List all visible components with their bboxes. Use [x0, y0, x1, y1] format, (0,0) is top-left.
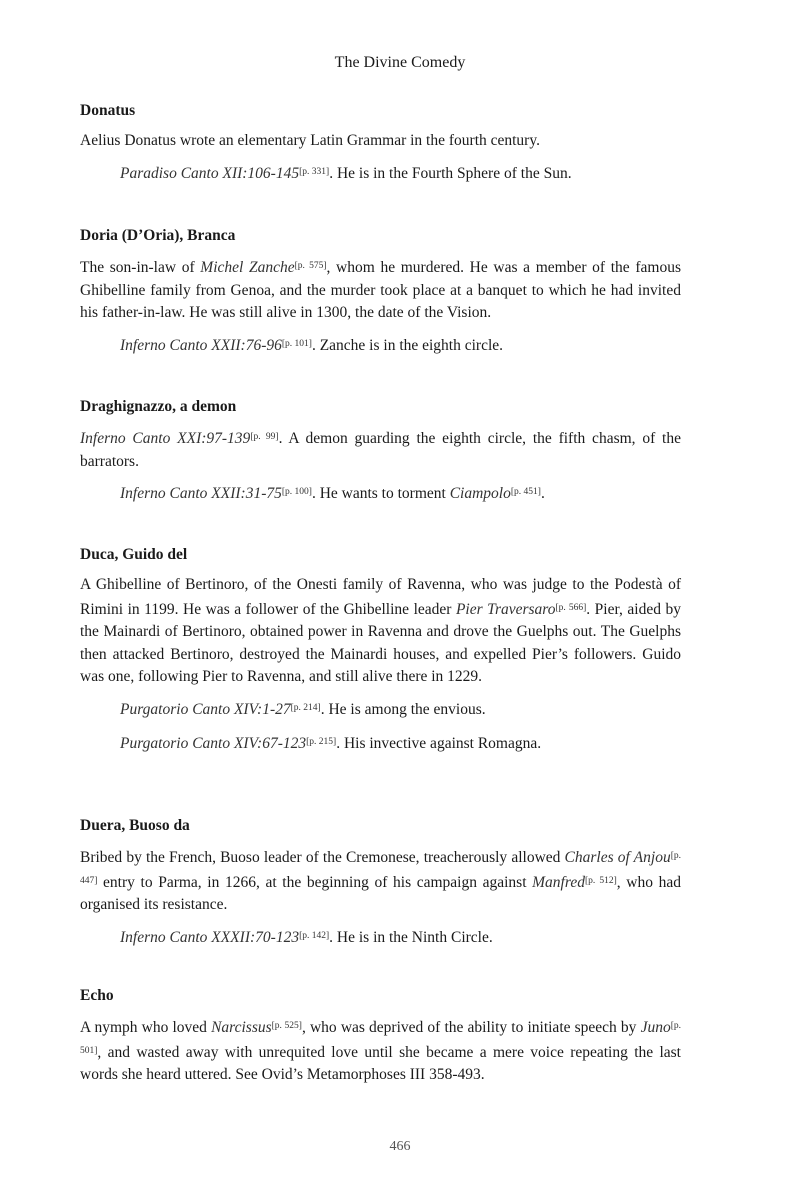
running-head: The Divine Comedy	[334, 54, 466, 71]
entry-echo	[80, 985, 681, 1087]
canto-reference	[120, 161, 681, 186]
canto-link[interactable]: Purgatorio Canto XIV:1-27	[120, 700, 291, 718]
page-ref[interactable]: [p. 215]	[306, 737, 337, 747]
desc-text: , and wasted away with unrequited love until she became a mere voice repeating the last words she heard uttered. See Ovid’s Metamorphoses III 358-493.	[80, 1043, 681, 1083]
page-ref[interactable]: [p. 566]	[555, 602, 587, 613]
page-ref[interactable]: [p. 525]	[271, 1021, 302, 1031]
ref-text: . His invective against Romagna.	[336, 735, 542, 752]
page-ref[interactable]: [p. 512]	[584, 875, 617, 886]
ref-text: . He is in the Fourth Sphere of the Sun.	[329, 164, 572, 182]
desc-text: . Pier, aided by the Mainardi of Bertinoro, obtained power in Ravenna and drove the Guelphs out. The Guelphs then attacked Bertinoro, destroyed the Mainardi houses, and expelled Pier’s followers. Guido was one, following Pier to Ravenna, and still alive there in 1229.	[80, 600, 682, 685]
person-link[interactable]: Michel Zanche	[200, 259, 295, 276]
ref-text: . Zanche is in the eighth circle.	[311, 336, 504, 354]
entry-heading: Echo	[80, 987, 114, 1004]
desc-text: Aelius Donatus wrote an elementary Latin Grammar in the fourth century.	[80, 132, 540, 149]
page-ref[interactable]: [p. 447]	[80, 851, 681, 886]
ref-text: . He is in the Ninth Circle.	[329, 928, 493, 946]
canto-link[interactable]: Inferno Canto XXII:76-96	[120, 336, 282, 354]
ref-text: . He wants to torment	[311, 485, 450, 502]
canto-reference	[120, 481, 681, 506]
page-ref[interactable]: [p. 331]	[299, 166, 330, 177]
entry-description	[80, 574, 681, 689]
entry-description	[80, 426, 681, 473]
entry-doria	[80, 225, 681, 357]
page-ref[interactable]: [p. 214]	[290, 702, 321, 713]
canto-link[interactable]: Inferno Canto XXI:97-139	[80, 430, 251, 447]
entry-description	[80, 255, 681, 325]
desc-text: . A demon guarding the eighth circle, the fifth chasm, of the barrators.	[80, 430, 681, 470]
desc-text: A Ghibelline of Bertinoro, of the Onesti family of Ravenna, who was judge to the Podestà of Rimini in 1199. He was a follower of the Ghibelline leader	[80, 576, 681, 618]
entry-description	[80, 845, 681, 917]
canto-link[interactable]: Paradiso Canto XII:106-145	[120, 164, 300, 182]
canto-link[interactable]: Inferno Canto XXII:31-75	[120, 485, 282, 502]
page-ref[interactable]: [p. 100]	[281, 487, 312, 497]
person-link[interactable]: Charles of Anjou	[564, 849, 671, 866]
entry-heading: Donatus	[80, 102, 136, 119]
entry-duera	[80, 815, 681, 949]
person-link[interactable]: Narcissus	[211, 1019, 272, 1036]
desc-text: A nymph who loved	[80, 1019, 212, 1036]
desc-text: The son-in-law of	[80, 259, 201, 276]
desc-text: , who was deprived of the ability to initiate speech by	[301, 1019, 641, 1036]
ref-text: .	[540, 485, 545, 502]
entry-heading: Duera, Buoso da	[80, 817, 190, 834]
page-ref[interactable]: [p. 575]	[294, 261, 327, 271]
page-ref[interactable]: [p. 101]	[281, 338, 312, 349]
entry-description	[80, 1015, 681, 1087]
entry-draghignazzo	[80, 396, 681, 506]
canto-reference	[120, 925, 681, 950]
page-number: 466	[389, 1139, 411, 1154]
canto-reference	[120, 333, 681, 358]
page-ref[interactable]: [p. 501]	[80, 1021, 682, 1056]
canto-reference	[120, 697, 681, 722]
entry-heading: Draghignazzo, a demon	[80, 398, 237, 415]
entry-heading: Duca, Guido del	[80, 546, 188, 563]
page-ref[interactable]: [p. 451]	[510, 487, 541, 497]
desc-text: , whom he murdered. He was a member of the famous Ghibelline family from Genoa, and the murder took place at a banquet to which he had invited his father-in-law. He was still alive in 1300, the date of the Vision.	[80, 259, 681, 321]
canto-link[interactable]: Purgatorio Canto XIV:67-123	[120, 735, 307, 752]
desc-text: Bribed by the French, Buoso leader of the Cremonese, treacherously allowed	[80, 849, 565, 866]
canto-reference	[120, 731, 681, 756]
page-ref[interactable]: [p. 99]	[250, 432, 279, 442]
person-link[interactable]: Pier Traversaro	[455, 600, 556, 618]
page-ref[interactable]: [p. 142]	[299, 930, 330, 941]
person-link[interactable]: Juno	[640, 1019, 671, 1036]
ref-text: . He is among the envious.	[320, 700, 486, 718]
person-link[interactable]: Ciampolo	[449, 485, 511, 502]
entry-description	[80, 130, 681, 153]
person-link[interactable]: Manfred	[532, 873, 585, 891]
desc-text: entry to Parma, in 1266, at the beginning of his campaign against	[97, 873, 533, 891]
desc-text: , who had organised its resistance.	[80, 873, 681, 913]
canto-link[interactable]: Inferno Canto XXXII:70-123	[120, 928, 300, 946]
entry-duca	[80, 544, 681, 756]
entry-heading: Doria (D’Oria), Branca	[80, 227, 236, 244]
entry-donatus	[80, 100, 681, 185]
